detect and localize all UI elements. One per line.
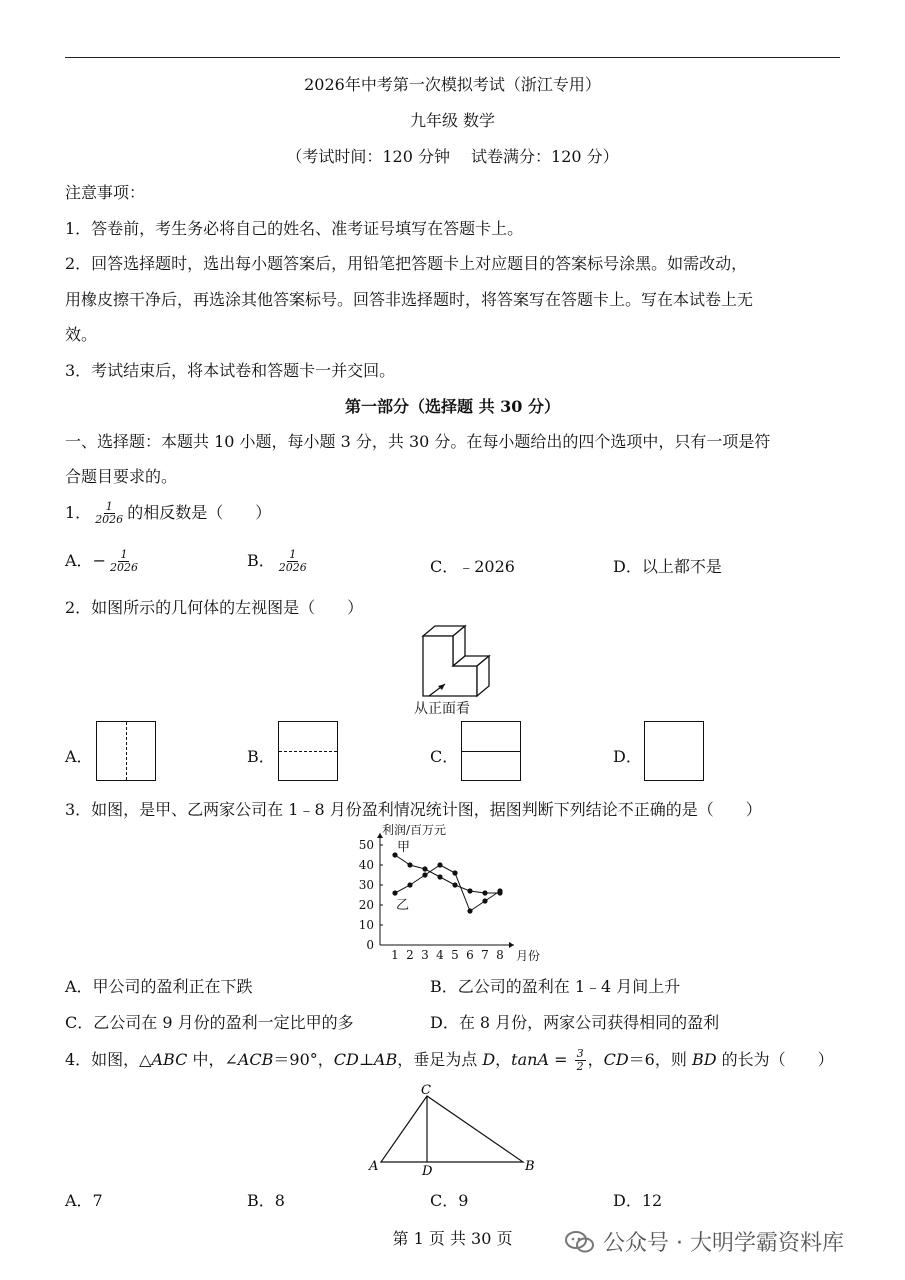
data-point [467, 908, 472, 913]
data-point [467, 888, 472, 893]
q4-stem [65, 1047, 834, 1073]
q1-a-frac-num: 1 [120, 548, 128, 561]
q2-a-dashed-vertical [126, 722, 127, 780]
q3-stem: 3．如图，是甲、乙两家公司在 1﹣8 月份盈利情况统计图，据图判断下列结论不正确的是（ ） [65, 800, 762, 819]
q1-a-frac-den: 2026 [109, 561, 138, 574]
q1-b-frac-den: 2026 [278, 561, 307, 574]
data-point [437, 862, 442, 867]
y-tick-label: 10 [358, 918, 374, 932]
q1-option-a [65, 548, 142, 574]
q2-solid-figure [405, 618, 505, 698]
q1-a-label: A． [65, 551, 93, 570]
q2-caption: 从正面看 [414, 701, 470, 717]
q4-acb: ACB [237, 1050, 274, 1069]
series-label-2: 乙 [396, 898, 410, 913]
note-3: 3．考试结束后，将本试卷和答题卡一并交回。 [65, 361, 396, 380]
x-tick-label: 7 [481, 948, 489, 962]
q2-option-d-figure [644, 721, 704, 781]
q4-option-b: B．8 [247, 1191, 285, 1210]
q1-text: 的相反数是（ ） [127, 503, 272, 522]
q4-label-b: B [525, 1159, 535, 1174]
q1-stem [65, 500, 271, 526]
q1-a-sign: − [92, 551, 106, 570]
x-tick-label: 1 [391, 948, 399, 962]
q2-option-d-label: D． [613, 747, 642, 766]
q4-eq: = [549, 1050, 573, 1069]
q4-perp: ⊥ [358, 1050, 374, 1069]
x-axis-label: 月份 [516, 949, 541, 963]
q4-comma: ， [495, 1050, 512, 1069]
q1-frac-den: 2026 [95, 513, 124, 526]
q4-label-d: D [422, 1164, 433, 1177]
part1-heading: 第一部分（选择题 共 30 分） [345, 397, 560, 416]
x-tick-label: 3 [421, 948, 429, 962]
q4-tan: tanA [511, 1050, 549, 1069]
y-tick-label: 50 [358, 838, 374, 852]
part1-intro-line1: 一、选择题：本题共 10 小题，每小题 3 分，共 30 分。在每小题给出的四个选项中，只有一项是符 [65, 432, 771, 451]
data-point [422, 866, 427, 871]
data-point [452, 870, 457, 875]
q4-frac-num: 3 [576, 1047, 584, 1060]
y-tick-label: 20 [358, 898, 374, 912]
q1-fraction [93, 501, 125, 526]
q3-option-b: B．乙公司的盈利在 1﹣4 月间上升 [430, 977, 681, 996]
q1-option-c: C．﹣2026 [430, 557, 515, 576]
y-axis-label: 利润/百万元 [382, 823, 447, 837]
q4-fraction [575, 1048, 586, 1073]
q4-mid3: ，垂足为点 [397, 1050, 483, 1069]
q4-frac-den: 2 [576, 1060, 584, 1073]
x-axis-arrow [509, 942, 514, 948]
q4-tail: 的长为（ ） [716, 1050, 834, 1069]
q4-option-a: A．7 [65, 1191, 103, 1210]
q1-b-label: B． [247, 551, 275, 570]
q4-d-point: D [482, 1050, 496, 1069]
q3-option-c: C．乙公司在 9 月份的盈利一定比甲的多 [65, 1013, 354, 1032]
q3-line-chart [340, 820, 550, 970]
q1-option-d: D．以上都不是 [613, 557, 722, 576]
x-tick-label: 4 [436, 948, 444, 962]
q2-option-b-figure [278, 721, 338, 781]
q4-label-a: A [369, 1159, 379, 1174]
x-tick-label: 2 [406, 948, 414, 962]
data-point [497, 888, 502, 893]
q4-number: 4．如图，△ [65, 1050, 152, 1069]
q4-cd2: CD [603, 1050, 629, 1069]
y-tick-label: 0 [366, 938, 374, 952]
data-point [392, 890, 397, 895]
q4-option-d: D．12 [613, 1191, 663, 1210]
data-point [452, 882, 457, 887]
note-2-line1: 2．回答选择题时，选出每小题答案后，用铅笔把答题卡上对应题目的答案标号涂黑。如需改动， [65, 254, 748, 273]
data-point [407, 862, 412, 867]
watermark [565, 1226, 844, 1257]
q4-mid2: ＝90°， [273, 1050, 334, 1069]
q2-option-c-label: C． [430, 747, 459, 766]
q4-bd: BD [691, 1050, 717, 1069]
q1-number: 1． [65, 503, 92, 522]
q2-stem: 2．如图所示的几何体的左视图是（ ） [65, 598, 364, 617]
q2-b-dashed-horizontal [279, 751, 337, 752]
q2-option-c-figure [461, 721, 521, 781]
wechat-icon [565, 1231, 595, 1253]
page-number: 第 1 页 共 30 页 [392, 1229, 513, 1248]
data-point [437, 874, 442, 879]
q2-c-solid-horizontal [462, 751, 520, 752]
q1-option-b [247, 548, 311, 574]
x-tick-label: 6 [466, 948, 474, 962]
exam-subtitle: 九年级 数学 [409, 111, 496, 130]
part1-intro-line2: 合题目要求的。 [65, 467, 178, 486]
q1-b-frac-num: 1 [289, 548, 297, 561]
notes-heading: 注意事项： [65, 183, 146, 202]
note-2-line3: 效。 [65, 325, 98, 344]
q4-mid4: ， [587, 1050, 604, 1069]
q4-mid5: ＝6，则 [628, 1050, 692, 1069]
q1-a-fraction [108, 549, 140, 574]
q4-ab: AB [373, 1050, 398, 1069]
note-2-line2: 用橡皮擦干净后，再选涂其他答案标号。回答非选择题时，将答案写在答题卡上。写在本试卷上无 [65, 290, 754, 309]
x-tick-label: 5 [451, 948, 459, 962]
y-tick-label: 40 [358, 858, 374, 872]
q4-mid1: 中，∠ [187, 1050, 238, 1069]
q4-abc: ABC [151, 1050, 188, 1069]
q4-label-c: C [421, 1083, 431, 1098]
q4-cd: CD [333, 1050, 359, 1069]
q2-view-arrow [425, 680, 455, 700]
q3-option-d: D．在 8 月份，两家公司获得相同的盈利 [430, 1013, 720, 1032]
data-point [422, 872, 427, 877]
exam-time-info: （考试时间：120 分钟 试卷满分：120 分） [286, 147, 619, 166]
note-1: 1．答卷前，考生务必将自己的姓名、准考证号填写在答题卡上。 [65, 219, 524, 238]
q2-option-b-label: B． [247, 747, 275, 766]
q3-option-a: A．甲公司的盈利正在下跌 [65, 977, 253, 996]
data-point [482, 890, 487, 895]
q4-triangle-figure [365, 1082, 540, 1177]
q1-b-fraction [277, 549, 309, 574]
q2-option-a-figure [96, 721, 156, 781]
header-rule [65, 57, 840, 58]
series-line-2 [395, 865, 500, 911]
y-tick-label: 30 [358, 878, 374, 892]
watermark-text: 公众号 · 大明学霸资料库 [603, 1231, 844, 1256]
series-label-1: 甲 [397, 840, 411, 855]
q2-option-a-label: A． [65, 747, 93, 766]
q4-option-c: C．9 [430, 1191, 469, 1210]
q1-frac-num: 1 [105, 500, 113, 513]
x-tick-label: 8 [496, 948, 504, 962]
data-point [407, 882, 412, 887]
exam-title: 2026年中考第一次模拟考试（浙江专用） [304, 75, 601, 94]
data-point [482, 898, 487, 903]
